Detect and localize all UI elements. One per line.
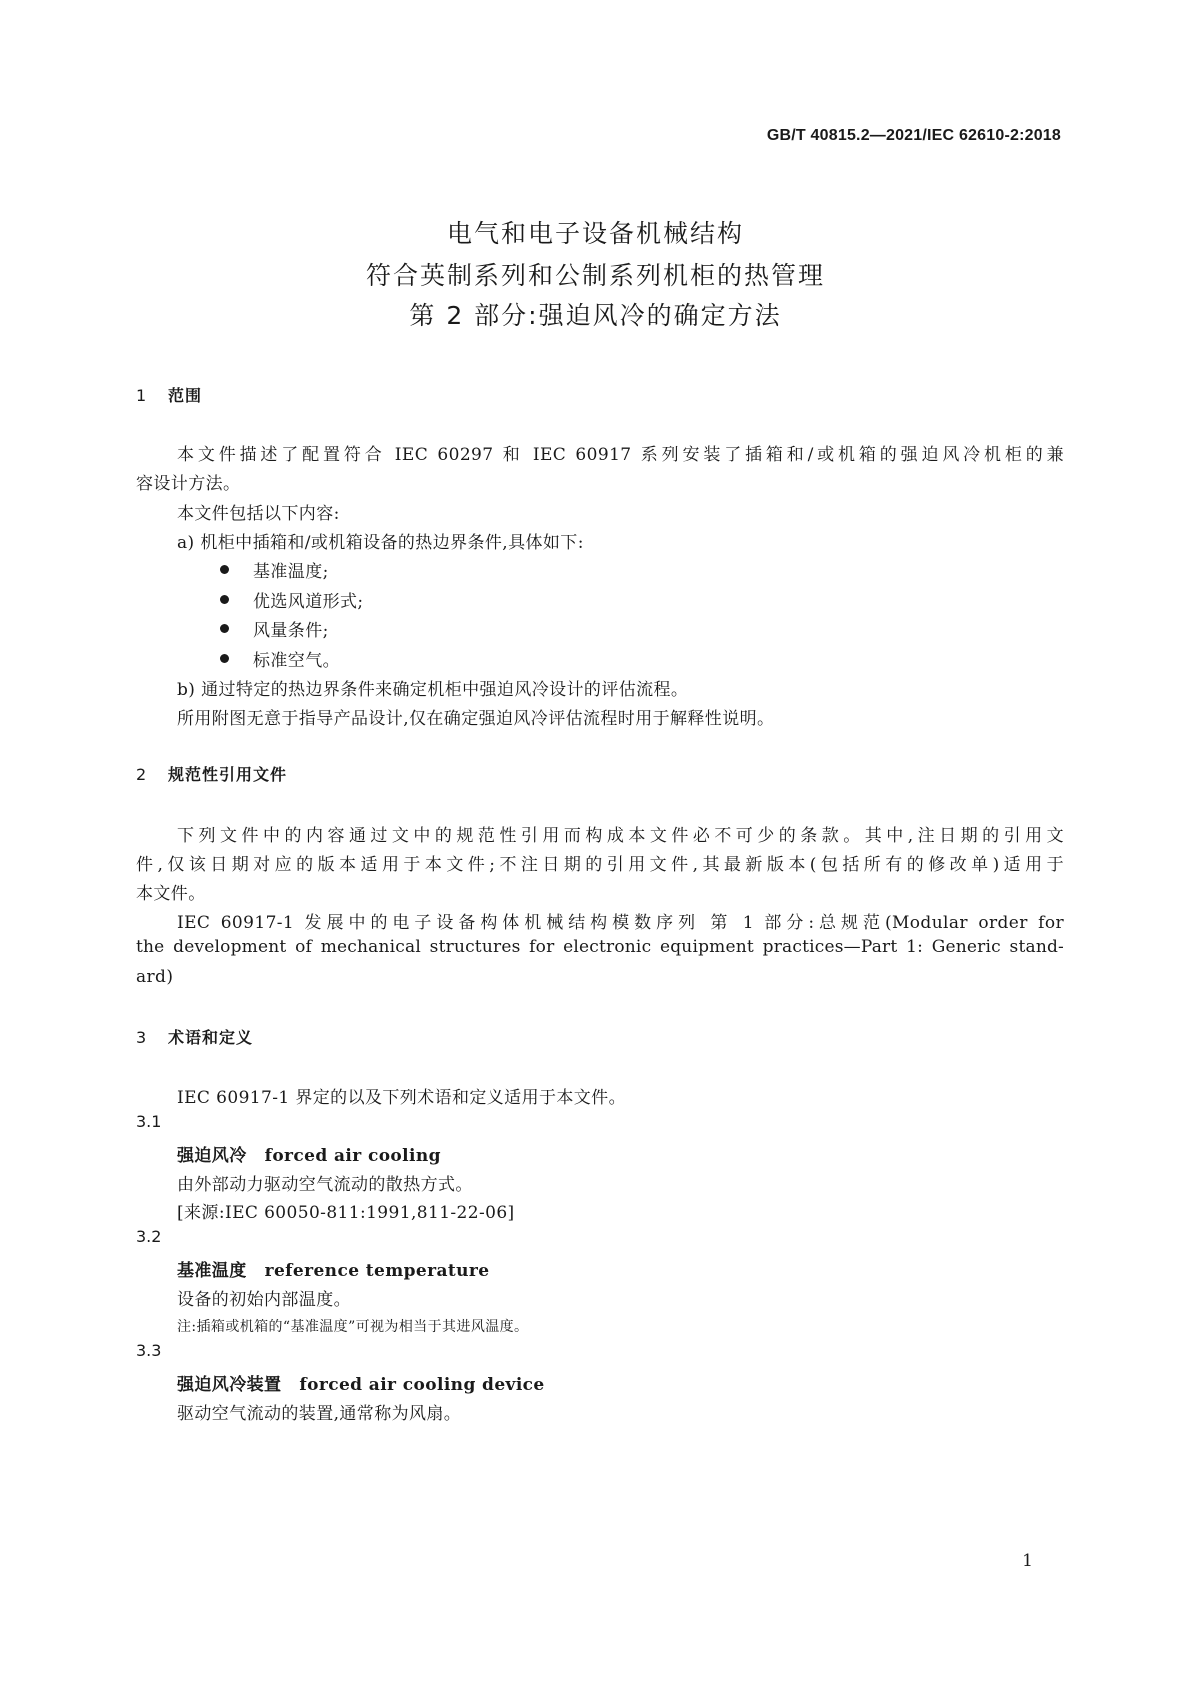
term-number: 3.2 [136, 1227, 162, 1246]
list-item: 标准空气。 [220, 646, 340, 671]
normative-paragraph-line-2: 件,仅该日期对应的版本适用于本文件;不注日期的引用文件,其最新版本(包括所有的修改单)适用于 [136, 855, 1064, 875]
term-heading: 强迫风冷装置 forced air cooling device [177, 1375, 545, 1395]
normative-paragraph-line-3: 本文件。 [136, 884, 206, 904]
list-item-a: a) 机柜中插箱和/或机箱设备的热边界条件,具体如下: [177, 533, 584, 553]
section-number: 1 [136, 386, 148, 405]
list-item: 优选风道形式; [220, 587, 364, 612]
term-definition: 驱动空气流动的装置,通常称为风扇。 [177, 1404, 462, 1424]
standard-number: GB/T 40815.2—2021/IEC 62610-2:2018 [766, 127, 1061, 144]
scope-paragraph-line-1: 本文件描述了配置符合 IEC 60297 和 IEC 60917 系列安装了插箱和/或机箱的强迫风冷机柜的兼 [177, 445, 1064, 465]
bullet-icon [220, 595, 229, 604]
title-line-2: 符合英制系列和公制系列机柜的热管理 [365, 261, 825, 290]
term-definition: 由外部动力驱动空气流动的散热方式。 [177, 1175, 473, 1195]
reference-line-2: the development of mechanical structures for electronic equipment practices—Part 1: Generic stand- [136, 937, 1064, 957]
term-heading: 基准温度 reference temperature [177, 1261, 490, 1281]
term-heading: 强迫风冷 forced air cooling [177, 1146, 441, 1166]
figures-note: 所用附图无意于指导产品设计,仅在确定强迫风冷评估流程时用于解释性说明。 [177, 709, 775, 729]
section-3-heading [136, 1025, 253, 1048]
bullet-icon [220, 654, 229, 663]
term-definition: 设备的初始内部温度。 [177, 1290, 351, 1310]
term-source: [来源:IEC 60050-811:1991,811-22-06] [177, 1203, 515, 1223]
title-line-3: 第 2 部分:强迫风冷的确定方法 [409, 301, 782, 330]
section-title: 术语和定义 [168, 1028, 254, 1047]
list-item-b: b) 通过特定的热边界条件来确定机柜中强迫风冷设计的评估流程。 [177, 680, 689, 700]
section-2-heading [136, 762, 287, 785]
section-1-heading [136, 383, 202, 406]
section-title: 范围 [168, 386, 203, 405]
list-item: 风量条件; [220, 616, 329, 641]
reference-line-1: IEC 60917-1 发展中的电子设备构体机械结构模数序列 第 1 部分:总规范(Modular order for [177, 913, 1064, 933]
term-number: 3.3 [136, 1341, 162, 1360]
term-note: 注:插箱或机箱的“基准温度”可视为相当于其进风温度。 [177, 1319, 529, 1335]
title-line-1: 电气和电子设备机械结构 [446, 219, 744, 248]
normative-paragraph-line-1: 下列文件中的内容通过文中的规范性引用而构成本文件必不可少的条款。其中,注日期的引用文 [177, 826, 1064, 846]
terms-intro: IEC 60917-1 界定的以及下列术语和定义适用于本文件。 [177, 1088, 626, 1108]
section-number: 2 [136, 765, 148, 784]
bullet-icon [220, 565, 229, 574]
scope-contents-intro: 本文件包括以下内容: [177, 504, 340, 524]
section-title: 规范性引用文件 [168, 765, 288, 784]
page-number: 1 [1022, 1551, 1033, 1571]
scope-paragraph-line-2: 容设计方法。 [136, 474, 241, 494]
list-item: 基准温度; [220, 557, 329, 582]
reference-line-3: ard) [136, 967, 174, 987]
section-number: 3 [136, 1028, 148, 1047]
bullet-icon [220, 624, 229, 633]
term-number: 3.1 [136, 1112, 162, 1131]
